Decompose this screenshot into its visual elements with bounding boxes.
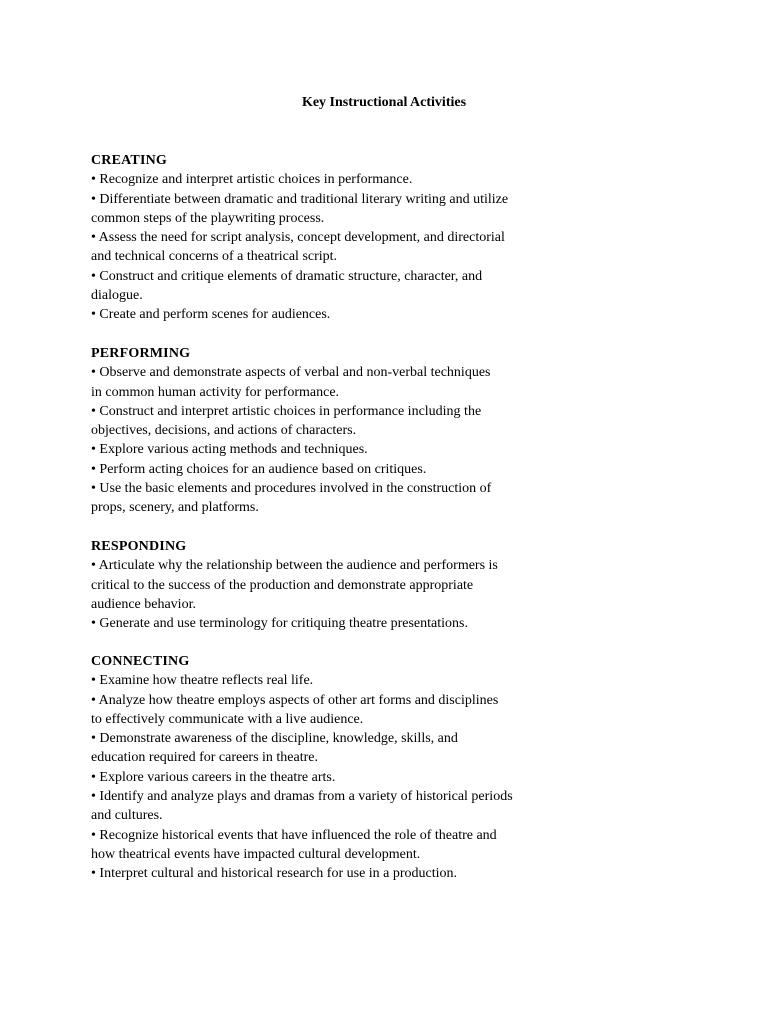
bullet-item: • Demonstrate awareness of the discipline, knowledge, skills, and education required for careers in theatre. bbox=[91, 731, 458, 766]
bullet-list bbox=[91, 363, 561, 517]
section-heading: RESPONDING bbox=[91, 539, 187, 554]
document-title: Key Instructional Activities bbox=[301, 95, 467, 110]
section-heading: CONNECTING bbox=[91, 654, 190, 669]
section-connecting bbox=[91, 652, 561, 884]
section-creating bbox=[91, 151, 561, 325]
bullet-item: • Differentiate between dramatic and traditional literary writing and utilize common steps of the playwriting process. bbox=[91, 191, 509, 226]
bullet-list bbox=[91, 170, 561, 324]
bullet-item: • Identify and analyze plays and dramas from a variety of historical periods and cultures. bbox=[91, 789, 513, 824]
bullet-item: • Explore various careers in the theatre arts. bbox=[91, 769, 336, 785]
section-heading: CREATING bbox=[91, 153, 168, 168]
bullet-item: • Articulate why the relationship between the audience and performers is critical to the success of the production and demonstrate appropriate audience behavior. bbox=[91, 558, 498, 612]
bullet-item: • Observe and demonstrate aspects of verbal and non-verbal techniques in common human activity for performance. bbox=[91, 365, 491, 400]
section-heading: PERFORMING bbox=[91, 346, 191, 361]
bullet-list bbox=[91, 671, 561, 883]
bullet-item: • Generate and use terminology for critiquing theatre presentations. bbox=[91, 616, 468, 632]
section-performing bbox=[91, 344, 561, 518]
bullet-item: • Assess the need for script analysis, concept development, and directorial and technical concerns of a theatrical script. bbox=[91, 230, 505, 265]
section-responding bbox=[91, 537, 561, 633]
bullet-item: • Construct and critique elements of dramatic structure, character, and dialogue. bbox=[91, 268, 483, 304]
bullet-item: • Recognize historical events that have influenced the role of theatre and how theatrical events have impacted cultural development. bbox=[91, 827, 497, 862]
bullet-item: • Interpret cultural and historical research for use in a production. bbox=[91, 866, 458, 882]
bullet-item: • Explore various acting methods and techniques. bbox=[91, 442, 368, 458]
bullet-list bbox=[91, 556, 561, 633]
bullet-item: • Use the basic elements and procedures involved in the construction of props, scenery, and platforms. bbox=[91, 481, 492, 516]
bullet-item: • Perform acting choices for an audience based on critiques. bbox=[91, 461, 427, 477]
bullet-item: • Examine how theatre reflects real life. bbox=[91, 673, 314, 689]
bullet-item: • Create and perform scenes for audiences. bbox=[91, 307, 331, 323]
bullet-item: • Analyze how theatre employs aspects of other art forms and disciplines to effectively communicate with a live audience. bbox=[91, 692, 499, 727]
bullet-item: • Recognize and interpret artistic choices in performance. bbox=[91, 172, 413, 188]
bullet-item: • Construct and interpret artistic choices in performance including the objectives, decisions, and actions of characters. bbox=[91, 403, 482, 439]
